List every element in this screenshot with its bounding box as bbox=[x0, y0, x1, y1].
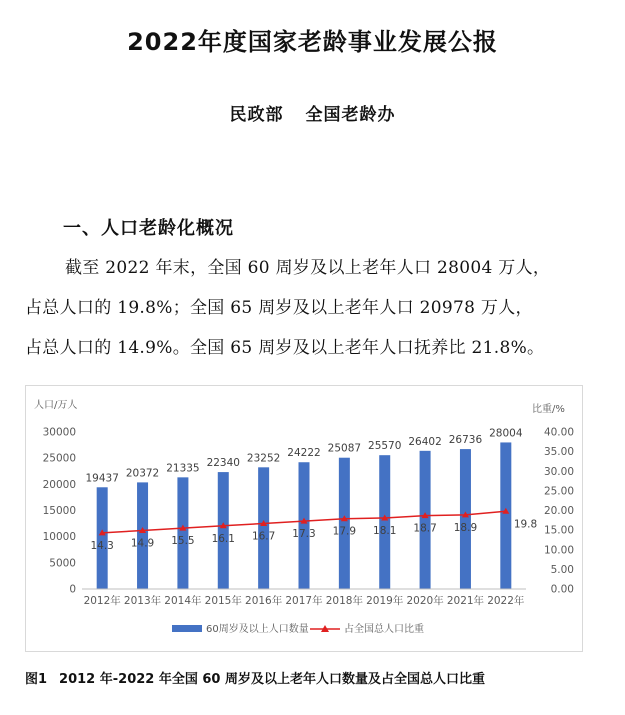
x-axis-tick-label: 2018年 bbox=[325, 595, 363, 607]
right-axis-tick-label: 5.00 bbox=[550, 563, 574, 576]
figure-number: 图1 bbox=[25, 672, 48, 687]
x-axis-tick-label: 2022年 bbox=[487, 595, 525, 607]
line-value-label: 16.1 bbox=[211, 532, 235, 545]
paragraph-line-3: 占总人口的 14.9%。全国 65 周岁及以上老年人口抚养比 21.8%。 bbox=[25, 338, 545, 358]
bar-60-plus-population bbox=[137, 482, 148, 589]
section-heading: 一、人口老龄化概况 bbox=[63, 218, 234, 239]
issuing-bodies bbox=[0, 100, 625, 125]
right-axis-tick-label: 0.00 bbox=[550, 583, 574, 596]
bar-60-plus-population bbox=[420, 451, 431, 589]
bar-value-label: 23252 bbox=[246, 452, 281, 465]
legend-bar-swatch bbox=[172, 625, 202, 632]
left-axis-label: 人口/万人 bbox=[34, 400, 78, 411]
left-axis-tick-label: 20000 bbox=[42, 478, 76, 491]
bar-value-label: 25570 bbox=[368, 440, 402, 453]
bar-value-label: 26736 bbox=[448, 434, 483, 447]
x-axis-tick-label: 2021年 bbox=[446, 595, 485, 607]
x-axis-tick-label: 2019年 bbox=[366, 595, 404, 607]
line-value-label: 17.3 bbox=[292, 528, 316, 541]
line-value-label: 17.9 bbox=[332, 525, 357, 538]
x-axis-tick-label: 2016年 bbox=[245, 595, 283, 607]
paragraph-line-2: 占总人口的 19.8%；全国 65 周岁及以上老年人口 20978 万人， bbox=[25, 298, 533, 318]
bar-60-plus-population bbox=[97, 487, 108, 589]
left-axis-tick-label: 0 bbox=[69, 583, 76, 596]
bar-60-plus-population bbox=[218, 472, 229, 589]
left-axis-tick-label: 10000 bbox=[42, 531, 76, 544]
right-axis-tick-label: 25.00 bbox=[543, 485, 574, 498]
right-axis-tick-label: 40.00 bbox=[543, 426, 574, 439]
x-axis-tick-label: 2014年 bbox=[164, 595, 202, 607]
x-axis-tick-label: 2012年 bbox=[83, 595, 121, 607]
right-axis-tick-label: 20.00 bbox=[543, 505, 574, 517]
bar-60-plus-population bbox=[500, 442, 511, 589]
right-axis-tick-label: 15.00 bbox=[543, 524, 574, 537]
line-value-label: 14.3 bbox=[90, 539, 114, 552]
page-title: 2022年度国家老龄事业发展公报 bbox=[127, 28, 498, 56]
issuer-national-aging-office: 全国老龄办 bbox=[305, 105, 396, 125]
left-axis-tick-label: 25000 bbox=[42, 452, 76, 465]
x-axis-tick-label: 2015年 bbox=[204, 595, 242, 607]
legend-line-label: 占全国总人口比重 bbox=[344, 624, 424, 635]
body-paragraph bbox=[25, 248, 615, 368]
right-axis-label: 比重/% bbox=[532, 404, 565, 415]
right-axis-tick-label: 35.00 bbox=[543, 446, 574, 459]
bar-60-plus-population bbox=[258, 467, 269, 589]
left-axis-tick-label: 5000 bbox=[49, 557, 76, 570]
line-value-label: 15.5 bbox=[171, 535, 195, 548]
paragraph-line-1: 截至 2022 年末，全国 60 周岁及以上老年人口 28004 万人， bbox=[65, 258, 551, 278]
bar-value-label: 25087 bbox=[327, 442, 362, 455]
line-value-label: 18.9 bbox=[453, 521, 478, 534]
bar-60-plus-population bbox=[299, 462, 310, 589]
x-axis-tick-label: 2017年 bbox=[285, 595, 323, 607]
bar-value-label: 28004 bbox=[489, 427, 523, 440]
line-value-label: 19.8 bbox=[513, 518, 538, 531]
bar-value-label: 20372 bbox=[125, 467, 160, 480]
figure-chart bbox=[25, 385, 583, 652]
bar-60-plus-population bbox=[339, 458, 350, 589]
figure-caption bbox=[25, 668, 485, 687]
x-axis-tick-label: 2020年 bbox=[406, 595, 444, 607]
bar-value-label: 24222 bbox=[287, 447, 321, 460]
left-axis-tick-label: 15000 bbox=[42, 505, 76, 517]
right-axis-tick-label: 30.00 bbox=[543, 465, 574, 478]
bar-60-plus-population bbox=[460, 449, 471, 589]
line-value-label: 16.7 bbox=[251, 530, 276, 543]
figure-caption-text: 2012 年-2022 年全国 60 周岁及以上老年人口数量及占全国总人口比重 bbox=[59, 672, 486, 687]
bar-60-plus-population bbox=[177, 477, 188, 589]
bar-value-label: 26402 bbox=[408, 435, 442, 448]
combo-chart bbox=[26, 386, 582, 651]
bar-value-label: 19437 bbox=[85, 472, 119, 485]
left-axis-tick-label: 30000 bbox=[42, 426, 76, 439]
bar-value-label: 22340 bbox=[206, 457, 240, 470]
bar-value-label: 21335 bbox=[166, 462, 200, 475]
right-axis-tick-label: 10.00 bbox=[543, 544, 574, 557]
legend-bar-label: 60周岁及以上人口数量 bbox=[206, 624, 309, 635]
bar-60-plus-population bbox=[379, 455, 390, 589]
x-axis-tick-label: 2013年 bbox=[123, 595, 162, 607]
line-value-label: 18.1 bbox=[373, 524, 397, 537]
line-value-label: 18.7 bbox=[413, 522, 437, 535]
chart-legend bbox=[172, 622, 424, 635]
line-value-label: 14.9 bbox=[130, 537, 155, 550]
issuer-ministry-of-civil-affairs: 民政部 bbox=[229, 105, 284, 125]
